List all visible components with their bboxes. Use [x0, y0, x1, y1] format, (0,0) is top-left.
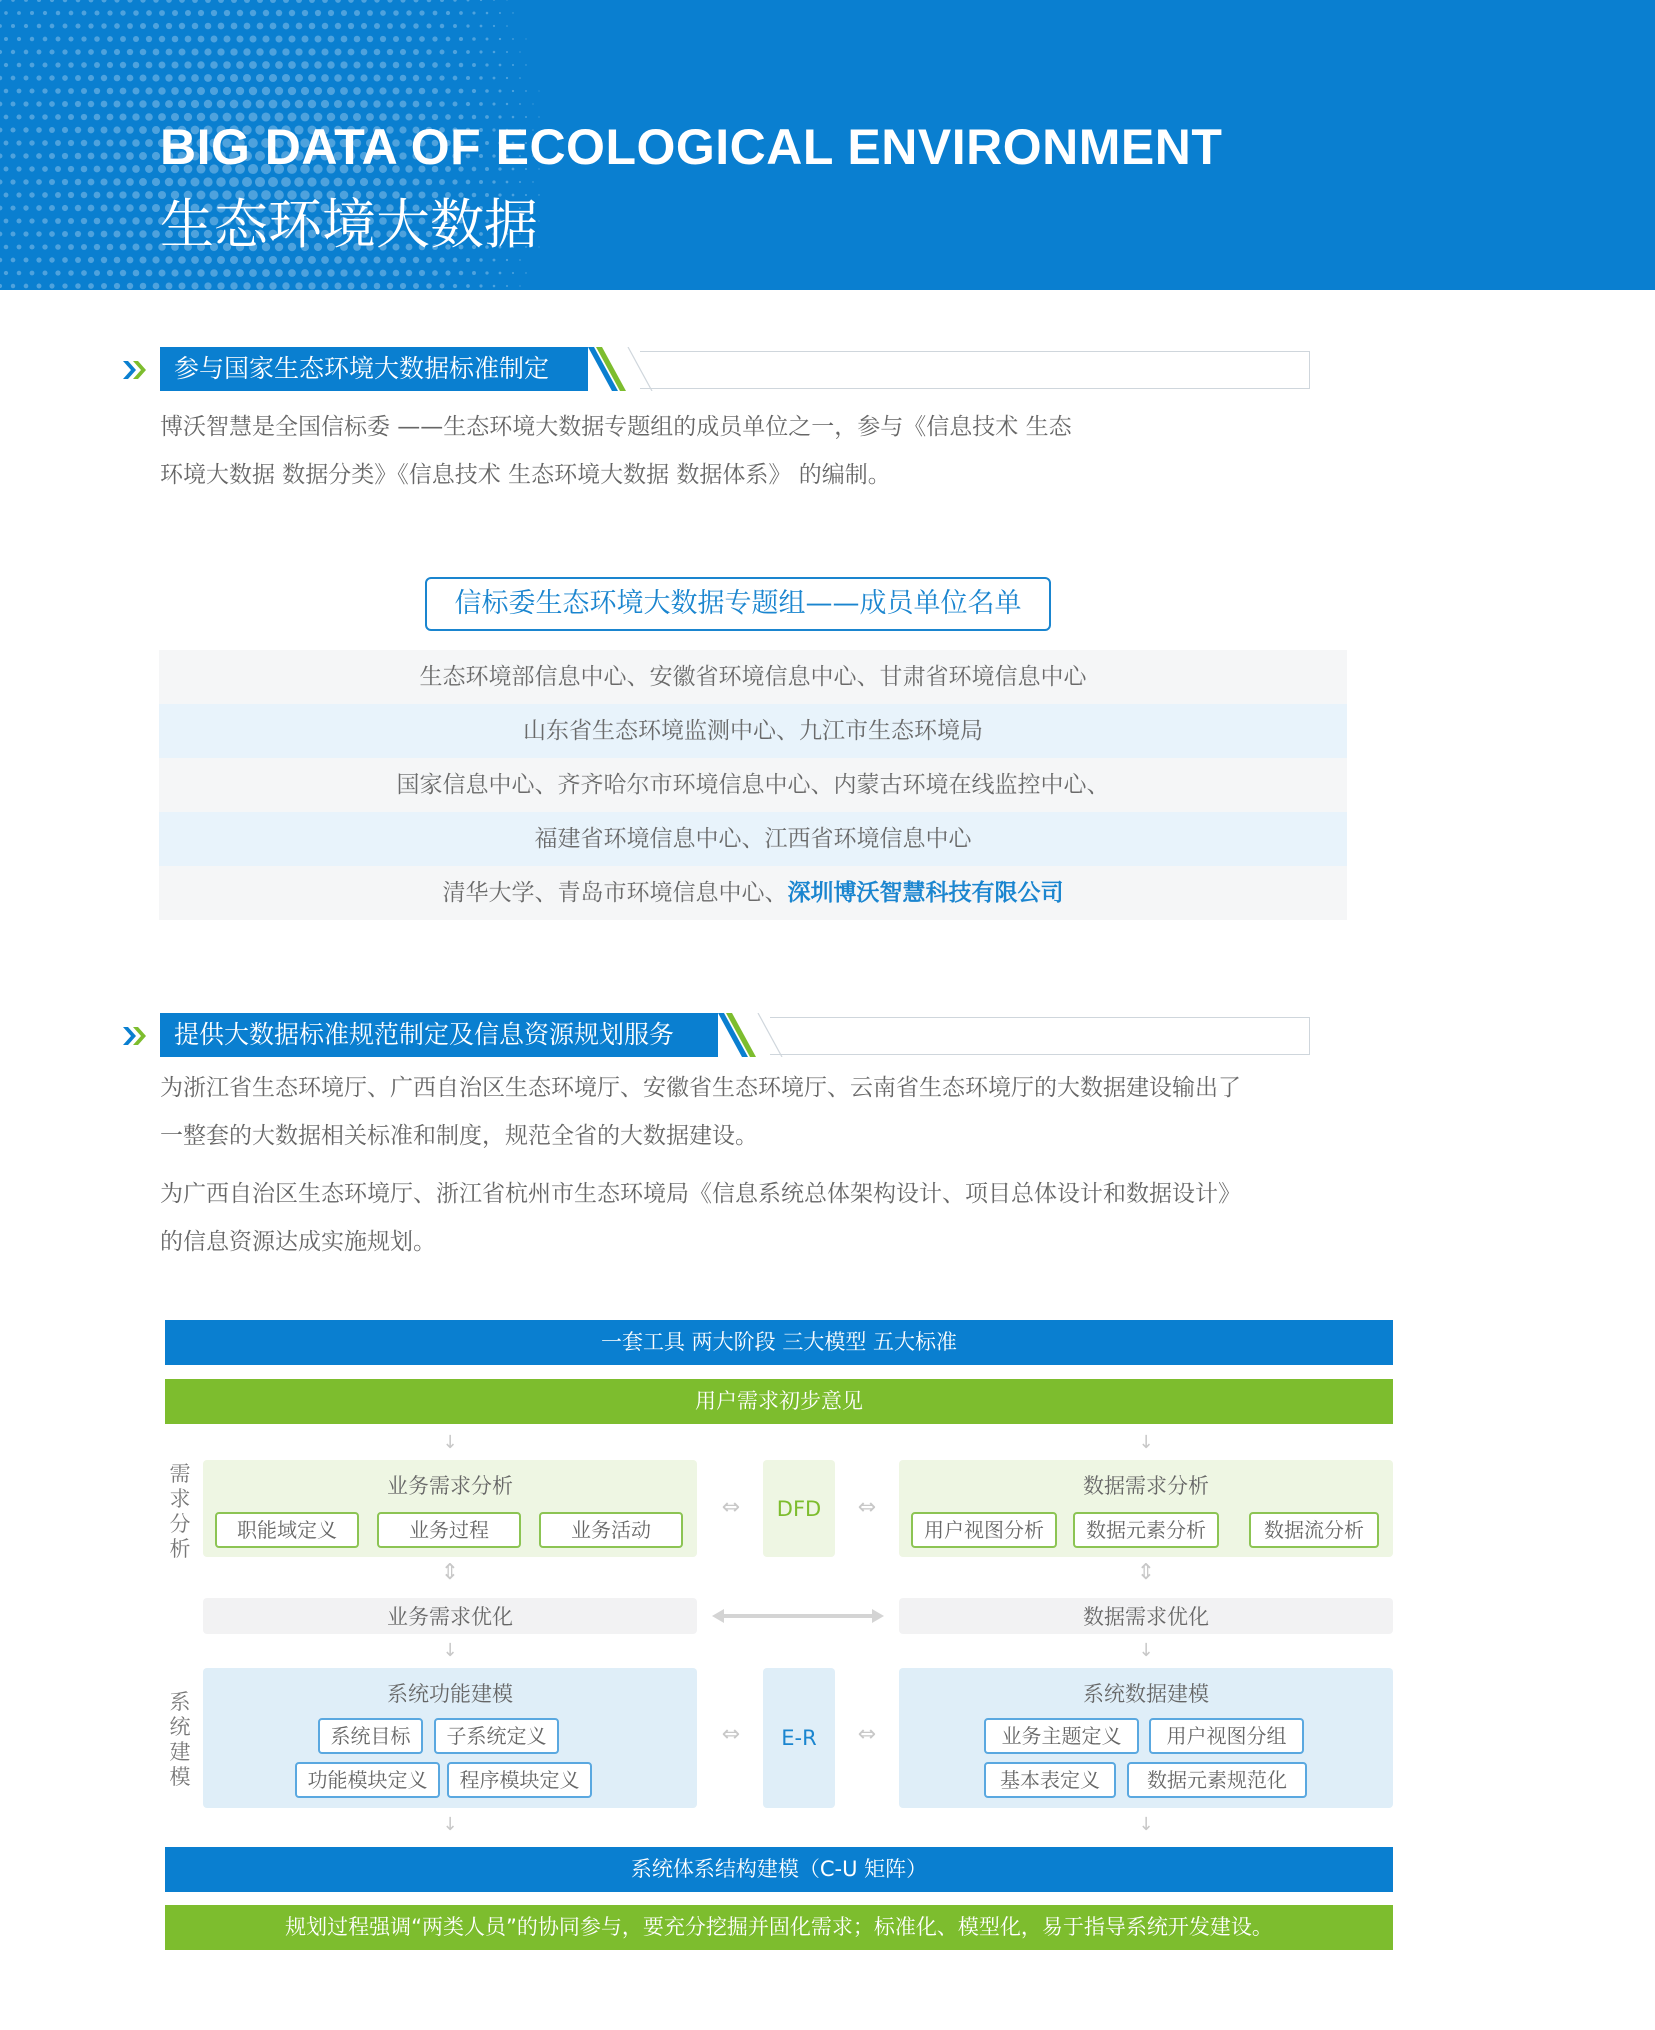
- er-box: E-R: [763, 1668, 835, 1808]
- section-title: 参与国家生态环境大数据标准制定: [160, 347, 588, 391]
- company-highlight: 深圳博沃智慧科技有限公司: [787, 880, 1064, 906]
- list-item: 山东省生态环境监测中心、九江市生态环境局: [159, 704, 1347, 758]
- banner-title-en: BIG DATA OF ECOLOGICAL ENVIRONMENT: [160, 119, 1223, 175]
- chip-user-view-grouping: 用户视图分组: [1149, 1718, 1304, 1754]
- heading-frame-decoration: [640, 351, 1310, 389]
- dfd-box: DFD: [763, 1460, 835, 1557]
- side-label-demand: 需 求 分 析: [169, 1462, 191, 1561]
- function-model-panel: 系统功能建模 系统目标 子系统定义 功能模块定义 程序模块定义: [203, 1668, 697, 1808]
- chip-program-module-definition: 程序模块定义: [447, 1762, 592, 1798]
- arrow-down-icon: ↓: [442, 1640, 458, 1661]
- arrow-updown-icon: ⇕: [1136, 1560, 1156, 1585]
- data-demand-panel: 数据需求分析 用户视图分析 数据元素分析 数据流分析: [899, 1460, 1393, 1557]
- list-item: 国家信息中心、齐齐哈尔市环境信息中心、内蒙古环境在线监控中心、: [159, 758, 1347, 812]
- chip-function-module-definition: 功能模块定义: [295, 1762, 440, 1798]
- list-item: 福建省环境信息中心、江西省环境信息中心: [159, 812, 1347, 866]
- double-chevron-icon: [120, 355, 150, 385]
- chip-business-activity: 业务活动: [539, 1512, 683, 1548]
- banner-title-zh: 生态环境大数据: [160, 193, 538, 256]
- section-title: 提供大数据标准规范制定及信息资源规划服务: [160, 1013, 718, 1057]
- chip-business-subject-definition: 业务主题定义: [984, 1718, 1139, 1754]
- arrow-bidirectional-icon: ⇔: [721, 1722, 741, 1747]
- member-list: [159, 650, 1347, 920]
- member-list-title: 信标委生态环境大数据专题组——成员单位名单: [425, 577, 1051, 631]
- section2-paragraph-2: 为广西自治区生态环境厅、浙江省杭州市生态环境局《信息系统总体架构设计、项目总体设计和数据设计》 的信息资源达成实施规划。: [160, 1181, 1241, 1255]
- long-bidirectional-arrow: [712, 1606, 884, 1626]
- chip-data-flow-analysis: 数据流分析: [1249, 1512, 1379, 1548]
- chip-system-goal: 系统目标: [318, 1718, 423, 1754]
- diagram-top-bar: 一套工具 两大阶段 三大模型 五大标准: [165, 1320, 1393, 1365]
- heading-frame-decoration: [770, 1017, 1310, 1055]
- chip-user-view-analysis: 用户视图分析: [911, 1512, 1057, 1548]
- business-demand-panel: 业务需求分析 职能域定义 业务过程 业务活动: [203, 1460, 697, 1557]
- arrow-bidirectional-icon: ⇔: [857, 1495, 877, 1520]
- data-model-panel: 系统数据建模 业务主题定义 用户视图分组 基本表定义 数据元素规范化: [899, 1668, 1393, 1808]
- arrow-bidirectional-icon: ⇔: [857, 1722, 877, 1747]
- business-demand-optimization: 业务需求优化: [203, 1598, 697, 1634]
- chip-function-domain: 职能域定义: [215, 1512, 359, 1548]
- section-heading-planning: [120, 1013, 1310, 1059]
- arrow-down-icon: ↓: [1138, 1814, 1154, 1835]
- architecture-bar: 系统体系结构建模（C-U 矩阵）: [165, 1847, 1393, 1892]
- list-item: 生态环境部信息中心、安徽省环境信息中心、甘肃省环境信息中心: [159, 650, 1347, 704]
- data-demand-optimization: 数据需求优化: [899, 1598, 1393, 1634]
- chip-business-process: 业务过程: [377, 1512, 521, 1548]
- chip-data-element-normalization: 数据元素规范化: [1127, 1762, 1307, 1798]
- section1-paragraph: 博沃智慧是全国信标委 ——生态环境大数据专题组的成员单位之一，参与《信息技术 生态 环境大数据 数据分类》《信息技术 生态环境大数据 数据体系》 的编制。: [160, 414, 1072, 488]
- arrow-down-icon: ↓: [442, 1432, 458, 1453]
- chip-data-element-analysis: 数据元素分析: [1073, 1512, 1219, 1548]
- arrow-down-icon: ↓: [1138, 1432, 1154, 1453]
- header-banner: [0, 0, 1655, 290]
- chip-base-table-definition: 基本表定义: [984, 1762, 1116, 1798]
- arrow-updown-icon: ⇕: [440, 1560, 460, 1585]
- diagram-user-bar: 用户需求初步意见: [165, 1379, 1393, 1424]
- double-chevron-icon: [120, 1021, 150, 1051]
- diagram-bottom-bar: 规划过程强调“两类人员”的协同参与，要充分挖掘并固化需求；标准化、模型化，易于指导系统开发建设。: [165, 1905, 1393, 1950]
- side-label-model: 系 统 建 模: [169, 1690, 191, 1789]
- arrow-down-icon: ↓: [442, 1814, 458, 1835]
- chip-subsystem-definition: 子系统定义: [434, 1718, 559, 1754]
- arrow-down-icon: ↓: [1138, 1640, 1154, 1661]
- list-item: 清华大学、青岛市环境信息中心、深圳博沃智慧科技有限公司: [159, 866, 1347, 920]
- section2-paragraph-1: 为浙江省生态环境厅、广西自治区生态环境厅、安徽省生态环境厅、云南省生态环境厅的大数据建设输出了 一整套的大数据相关标准和制度，规范全省的大数据建设。: [160, 1075, 1241, 1149]
- arrow-bidirectional-icon: ⇔: [721, 1495, 741, 1520]
- section-heading-standards: [120, 347, 1310, 393]
